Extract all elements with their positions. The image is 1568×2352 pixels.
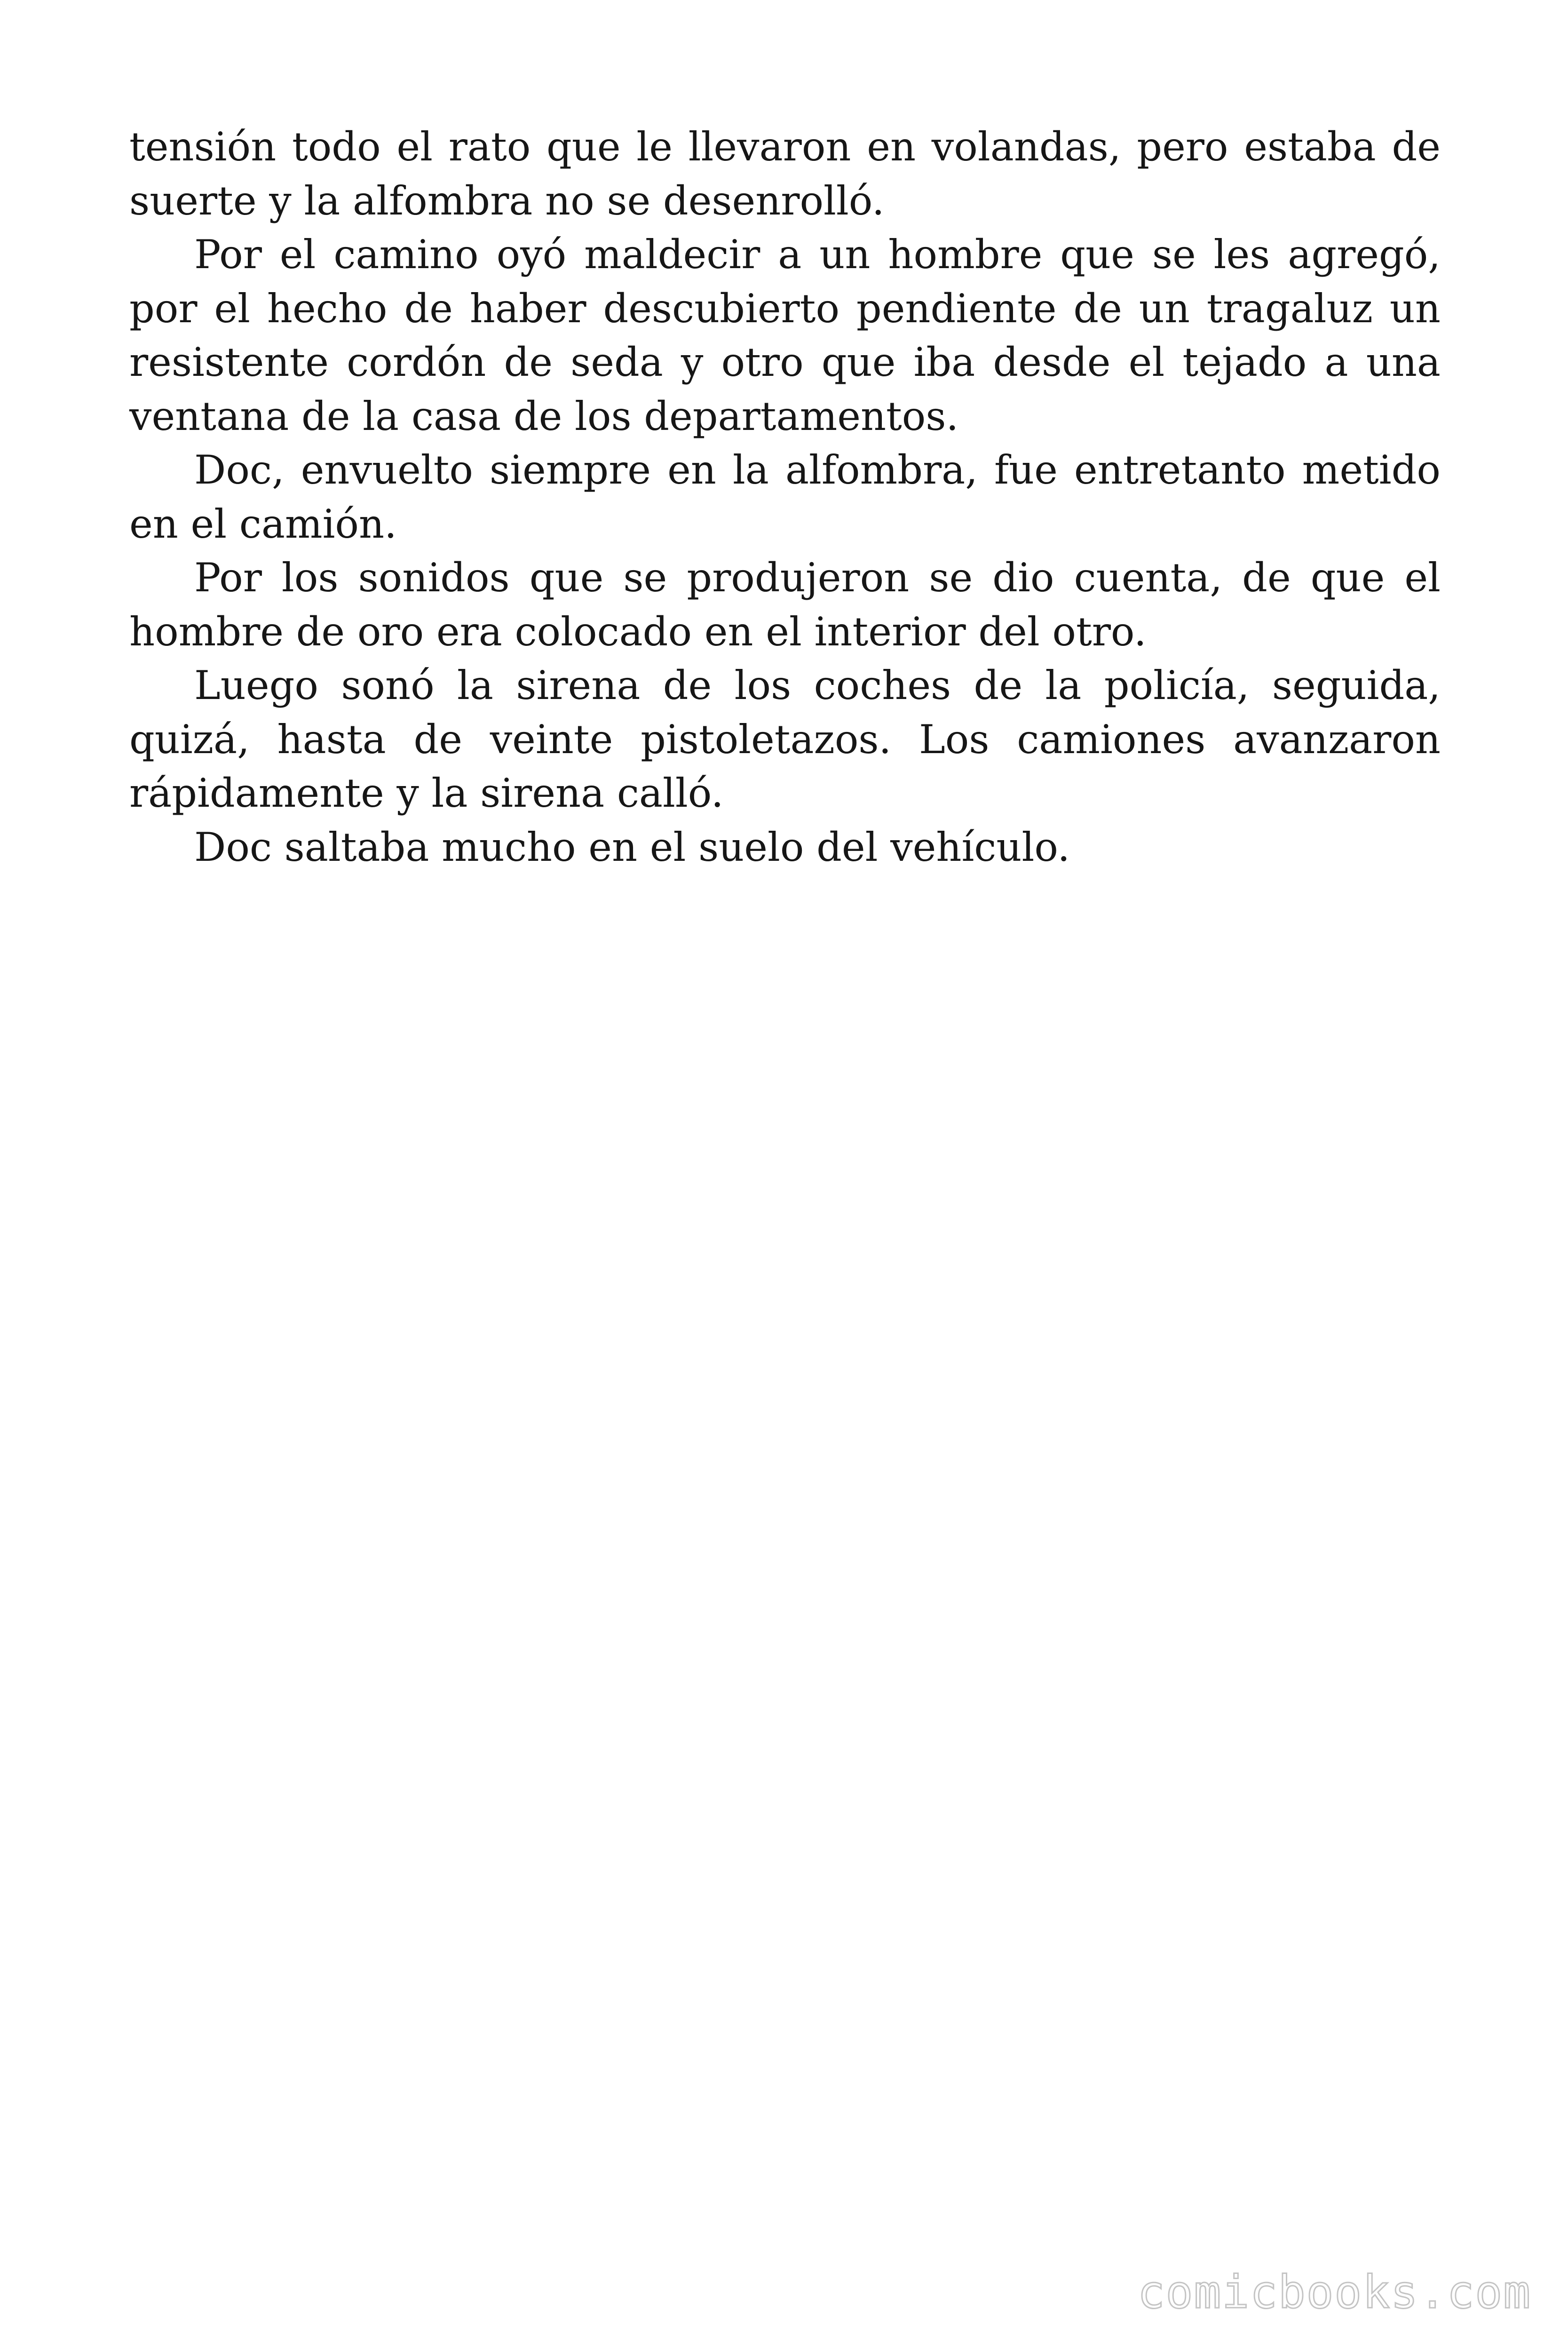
paragraph: Por el camino oyó maldecir a un hombre que se les agregó, por el hecho de haber descubierto pendiente de un tragaluz un resistente cordón de seda y otro que iba desde el tejado a una ventana de la casa de los departamentos.	[129, 231, 1441, 439]
watermark-text: comicbooks.com	[1137, 2266, 1531, 2319]
paragraph-continuation: tensión todo el rato que le llevaron en volandas, pero estaba de suerte y la alfombra no se desenrolló.	[129, 124, 1441, 224]
paragraph: Luego sonó la sirena de los coches de la policía, seguida, quizá, hasta de veinte pistoletazos. Los camiones avanzaron rápidamente y la sirena calló.	[129, 662, 1441, 816]
paragraph: Doc saltaba mucho en el suelo del vehículo.	[194, 824, 1070, 870]
paragraph: Doc, envuelto siempre en la alfombra, fue entretanto metido en el camión.	[129, 447, 1441, 547]
body-text	[129, 120, 1441, 874]
paragraph: Por los sonidos que se produjeron se dio cuenta, de que el hombre de oro era colocado en el interior del otro.	[129, 555, 1441, 655]
